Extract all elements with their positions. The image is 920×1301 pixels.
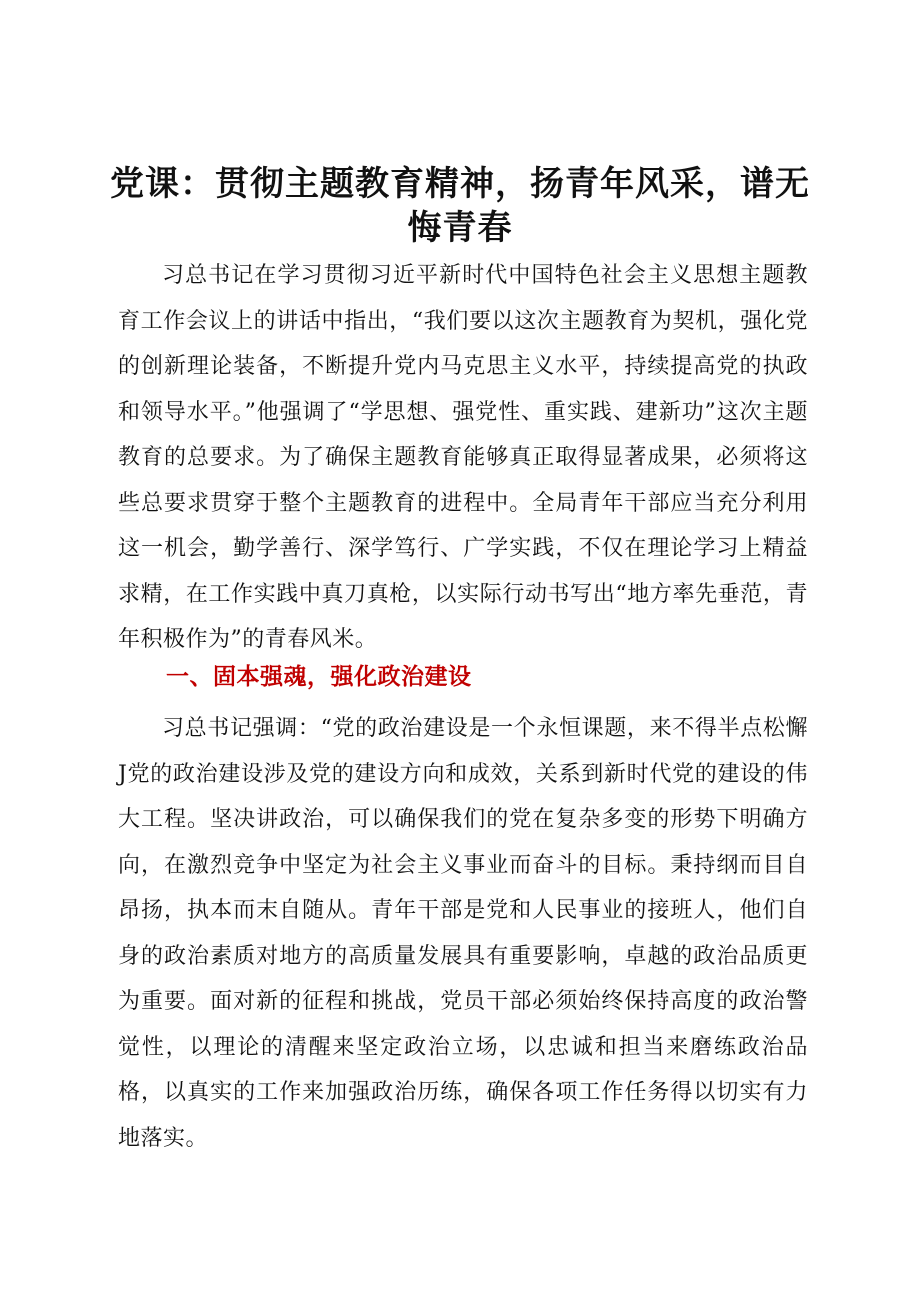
section-heading: 一、固本强魂，强化政治建设 (166, 664, 472, 690)
document-title-line1: 党课：贯彻主题教育精神，扬青年风采，谱无 (110, 164, 810, 204)
intro-paragraph: 习总书记在学习贯彻习近平新时代中国特色社会主义思想主题教育工作会议上的讲话中指出，“我们要以这次主题教育为契机，强化党的创新理论装备，不断提升党内马克思主义水平，持续提高党的执政和领导水平。”他强调了“学思想、强党性、重实践、建新功”这次主题教育的总要求。为了确保主题教育能够真正取得显著成果，必须将这些总要求贯穿于整个主题教育的进程中。全局青年干部应当充分利用这一机会，勤学善行、深学笃行、广学实践，不仅在理论学习上精益求精，在工作实践中真刀真枪，以实际行动书写出“地方率先垂范，青年积极作为”的青春风米。 (118, 263, 808, 652)
section-paragraph: 习总书记强调：“党的政治建设是一个永恒课题，来不得半点松懈J党的政治建设涉及党的建设方向和成效，关系到新时代党的建设的伟大工程。坚决讲政治，可以确保我们的党在复杂多变的形势下明确方向，在激烈竞争中坚定为社会主义事业而奋斗的目标。秉持纲而目自昂扬，执本而末自随从。青年干部是党和人民事业的接班人，他们自身的政治素质对地方的高质量发展具有重要影响，卓越的政治品质更为重要。面对新的征程和挑战，党员干部必须始终保持高度的政治警觉性，以理论的清醒来坚定政治立场，以忠诚和担当来磨练政治品格，以真实的工作来加强政治历练，确保各项工作任务得以切实有力地落实。 (118, 716, 808, 1151)
document-title-line2: 悔青春 (407, 208, 513, 248)
